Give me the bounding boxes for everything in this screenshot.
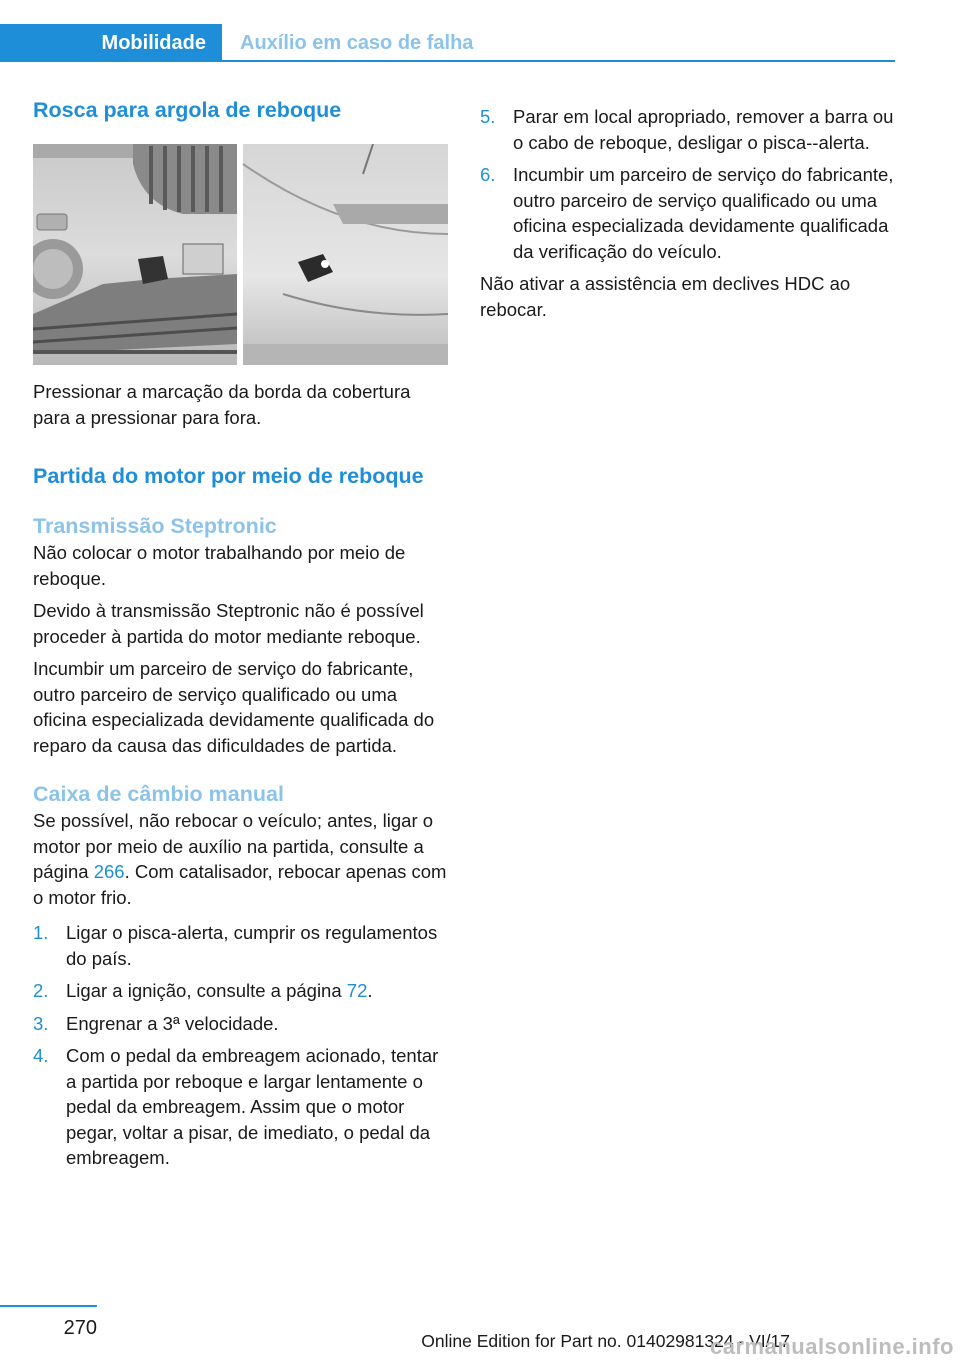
paragraph-steptronic-3: Incumbir um parceiro de serviço do fabricante, outro parceiro de serviço qualificado ou uma oficina especializada devidamente qualificada do reparo da causa das dificuldades de partida. — [33, 658, 435, 756]
right-column — [480, 104, 895, 322]
list-item — [33, 1011, 448, 1037]
step-number: 3. — [33, 1012, 49, 1034]
step-list-right — [480, 104, 895, 264]
list-item — [33, 1043, 448, 1171]
step-text-b: . — [367, 980, 373, 1001]
heading-partida: Partida do motor por meio de reboque — [33, 464, 424, 488]
page-header — [0, 0, 960, 62]
step-text: Com o pedal da embreagem acionado, tentar a partida por reboque e largar lentamente o pedal da embreagem. Assim que o motor pegar, voltar a pisar, de imediato, o pedal da embreagem. — [66, 1045, 439, 1168]
footer-rule — [0, 1305, 97, 1307]
site-watermark: carmanualsonline.info — [710, 1334, 954, 1359]
step-text: Parar em local apropriado, remover a barra ou o cabo de reboque, desligar o pisca--alerta. — [513, 106, 894, 153]
list-item — [480, 104, 895, 155]
step-text: Ligar o pisca-alerta, cumprir os regulamentos do país. — [66, 922, 438, 969]
heading-manual: Caixa de câmbio manual — [33, 782, 284, 806]
paragraph-manual — [33, 808, 448, 910]
tow-eye-thread-illustration — [33, 144, 448, 365]
page-link-266[interactable]: 266 — [93, 861, 125, 882]
page-link-72[interactable]: 72 — [346, 980, 368, 1001]
list-item — [480, 162, 895, 264]
left-column — [33, 96, 448, 1171]
step-number: 1. — [33, 922, 49, 943]
edition-note: Online Edition for Part no. 01402981324 - VI/17 — [421, 1331, 790, 1351]
paragraph-manual-text-a: Se possível, não rebocar o veículo; antes, ligar o motor por meio de auxílio na partida, consulte a página — [33, 810, 434, 882]
section-tab-auxilio: Auxílio em caso de falha — [240, 31, 474, 54]
step-number: 4. — [33, 1045, 49, 1066]
list-item — [33, 978, 448, 1004]
paragraph-hdc: Não ativar a assistência em declives HDC ao rebocar. — [480, 273, 851, 320]
paragraph-manual-text-b: . Com catalisador, rebocar apenas com o motor frio. — [33, 861, 447, 908]
step-text-a: Ligar a ignição, consulte a página — [66, 980, 347, 1001]
paragraph-steptronic-2: Devido à transmissão Steptronic não é possível proceder à partida do motor mediante reboque. — [33, 600, 424, 647]
step-number: 6. — [480, 164, 496, 185]
header-rule — [222, 60, 895, 62]
step-text: Incumbir um parceiro de serviço do fabricante, outro parceiro de serviço qualificado ou uma oficina especializada devidamente qualificada da verificação do veículo. — [513, 164, 894, 262]
paragraph-steptronic-1: Não colocar o motor trabalhando por meio de reboque. — [33, 542, 406, 589]
page-number: 270 — [63, 1317, 97, 1339]
heading-rosca: Rosca para argola de reboque — [33, 98, 342, 122]
heading-steptronic: Transmissão Steptronic — [33, 514, 277, 538]
step-list-left — [33, 920, 448, 1171]
section-tab-mobilidade: Mobilidade — [0, 24, 222, 62]
step-text — [66, 978, 448, 1004]
paragraph-rosca: Pressionar a marcação da borda da cobertura para a pressionar para fora. — [33, 381, 411, 428]
step-number: 5. — [480, 106, 496, 127]
step-number: 2. — [33, 980, 49, 1001]
step-text: Engrenar a 3ª velocidade. — [66, 1012, 279, 1034]
list-item — [33, 920, 448, 971]
